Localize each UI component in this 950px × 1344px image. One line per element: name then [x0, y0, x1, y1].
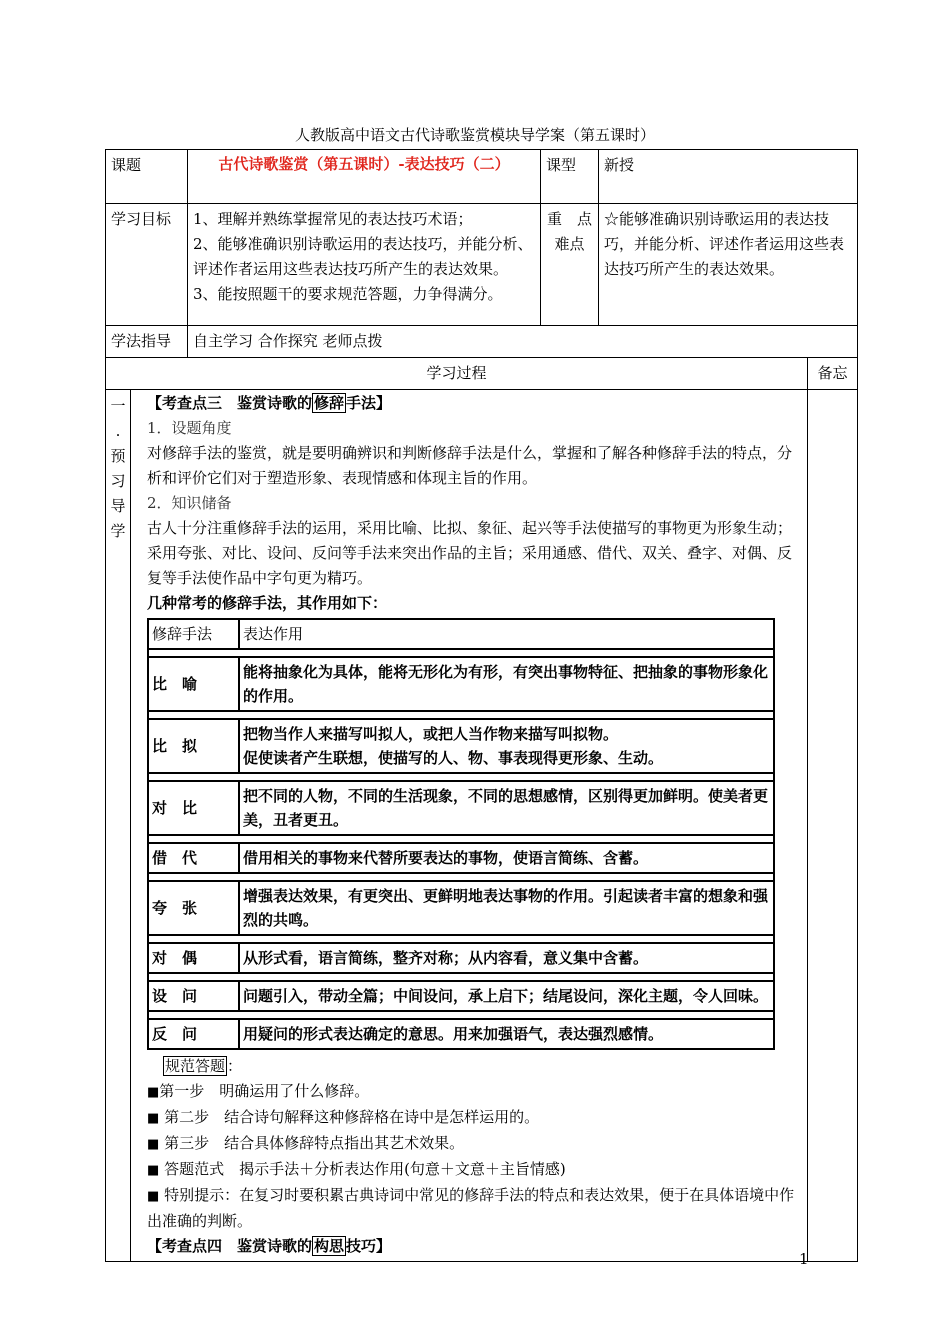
side-char: 导 [110, 497, 126, 515]
rhetoric-effect: 问题引入，带动全篇；中间设问，承上启下；结尾设问，深化主题，令人回味。 [239, 981, 774, 1011]
page-number: 1 [799, 1250, 809, 1268]
rhetoric-name: 对 比 [148, 781, 239, 835]
topic-label: 课题 [106, 150, 188, 204]
rhetoric-effect: 从形式看，语言简练，整齐对称；从内容看，意义集中含蓄。 [239, 943, 774, 973]
rhetoric-table [147, 618, 775, 1050]
rhetoric-effect: 借用相关的事物来代替所要表达的事物，使语言简练、含蓄。 [239, 843, 774, 873]
key-label-line1: 重 点 [547, 210, 593, 228]
rhetoric-name: 夸 张 [148, 881, 239, 935]
answer-step: ■ 特别提示：在复习时要积累古典诗词中常见的修辞手法的特点和表达效果，便于在具体语境中作出准确的判断。 [147, 1186, 795, 1230]
goal-item-1: 1、理解并熟练掌握常见的表达技巧术语； [193, 210, 473, 228]
table-intro: 几种常考的修辞手法，其作用如下： [147, 594, 388, 612]
sub1-heading: 1．设题角度 [147, 419, 232, 437]
process-header-row [106, 358, 858, 390]
lesson-plan-table [105, 149, 858, 1262]
key-points-label [541, 204, 599, 326]
rhetoric-name: 反 问 [148, 1019, 239, 1049]
rhetoric-effect [239, 719, 774, 773]
rhetoric-effect: 把不同的人物，不同的生活现象，不同的思想感情，区别得更加鲜明。使美者更美，丑者更丑。 [239, 781, 774, 835]
answer-step: ■ 第三步 结合具体修辞特点指出其艺术效果。 [147, 1134, 465, 1152]
point3-heading: 【考查点三 鉴赏诗歌的 修辞 手法】 [147, 394, 392, 412]
side-char: 学 [110, 522, 126, 540]
rhetoric-row [148, 943, 774, 973]
key-points-text: ☆能够准确识别诗歌运用的表达技巧，并能分析、评述作者运用这些表达技巧所产生的表达效果。 [599, 204, 858, 326]
rhetoric-row [148, 843, 774, 873]
rhetoric-name: 设 问 [148, 981, 239, 1011]
side-char: 一 [110, 397, 126, 415]
rhetoric-name: 比 喻 [148, 657, 239, 711]
rhetoric-row [148, 1019, 774, 1049]
key-label-line2: 难点 [554, 235, 585, 253]
rhetoric-name: 对 偶 [148, 943, 239, 973]
rhetoric-head-name: 修辞手法 [148, 619, 239, 649]
process-body-row [106, 390, 858, 1262]
rhetoric-effect-line: 把物当作人来描写叫拟人，或把人当作物来描写叫拟物。 [243, 725, 619, 743]
method-row [106, 326, 858, 358]
goals-label: 学习目标 [106, 204, 188, 326]
sub2-text: 古人十分注重修辞手法的运用，采用比喻、比拟、象征、起兴等手法使描写的事物更为形象生动；采用夸张、对比、设问、反问等手法来突出作品的主旨；采用通感、借代、双关、叠字、对偶、反复等手法使作品中字句更为精巧。 [147, 519, 793, 587]
goal-item-2: 2、能够准确识别诗歌运用的表达技巧，并能分析、评述作者运用这些表达技巧所产生的表达效果。 [193, 235, 533, 278]
topic-row [106, 150, 858, 204]
rhetoric-head-effect: 表达作用 [239, 619, 774, 649]
method-label: 学法指导 [106, 326, 188, 358]
rhetoric-name: 比 拟 [148, 719, 239, 773]
goals-content [188, 204, 541, 326]
notes-column [808, 390, 858, 1262]
answer-step: ■ 第二步 结合诗句解释这种修辞格在诗中是怎样运用的。 [147, 1108, 540, 1126]
rhetoric-row [148, 719, 774, 773]
rhetoric-effect: 用疑问的形式表达确定的意思。用来加强语气，表达强烈感情。 [239, 1019, 774, 1049]
answer-step: ■ 答题范式 揭示手法＋分析表达作用(句意＋文意＋主旨情感) [147, 1160, 566, 1178]
rhetoric-row [148, 781, 774, 835]
document-title: 人教版高中语文古代诗歌鉴赏模块导学案（第五课时） [294, 126, 655, 144]
goal-item-3: 3、能按照题干的要求规范答题，力争得满分。 [193, 285, 503, 303]
rhetoric-row [148, 881, 774, 935]
rhetoric-head-row [148, 619, 774, 649]
lesson-title: 古代诗歌鉴赏（第五课时）-表达技巧（二） [188, 150, 541, 204]
type-label: 课型 [541, 150, 599, 204]
answer-step: ■第一步 明确运用了什么修辞。 [147, 1082, 370, 1100]
norm-answer-heading: 规范答题 ： [165, 1057, 243, 1075]
rhetoric-effect-line: 促使读者产生联想，使描写的人、物、事表现得更形象、生动。 [243, 749, 664, 767]
side-char: 习 [110, 472, 126, 490]
rhetoric-row [148, 657, 774, 711]
side-char: 预 [110, 447, 126, 465]
notes-header: 备忘 [808, 358, 858, 390]
process-header: 学习过程 [106, 358, 808, 390]
rhetoric-effect: 能将抽象化为具体，能将无形化为有形，有突出事物特征、把抽象的事物形象化的作用。 [239, 657, 774, 711]
type-value: 新授 [599, 150, 858, 204]
sub1-text: 对修辞手法的鉴赏，就是要明确辨识和判断修辞手法是什么，掌握和了解各种修辞手法的特点，分析和评价它们对于塑造形象、表现情感和体现主旨的作用。 [147, 444, 793, 487]
rhetoric-row [148, 981, 774, 1011]
process-body [106, 390, 808, 1262]
section-side-label [106, 390, 131, 1261]
side-char: . [115, 422, 121, 440]
sub2-heading: 2．知识储备 [147, 494, 232, 512]
point4-heading: 【考查点四 鉴赏诗歌的 构思 技巧】 [147, 1237, 392, 1255]
rhetoric-name: 借 代 [148, 843, 239, 873]
goals-row [106, 204, 858, 326]
method-value: 自主学习 合作探究 老师点拨 [188, 326, 858, 358]
rhetoric-effect: 增强表达效果，有更突出、更鲜明地表达事物的作用。引起读者丰富的想象和强烈的共鸣。 [239, 881, 774, 935]
section-content [131, 390, 807, 1261]
